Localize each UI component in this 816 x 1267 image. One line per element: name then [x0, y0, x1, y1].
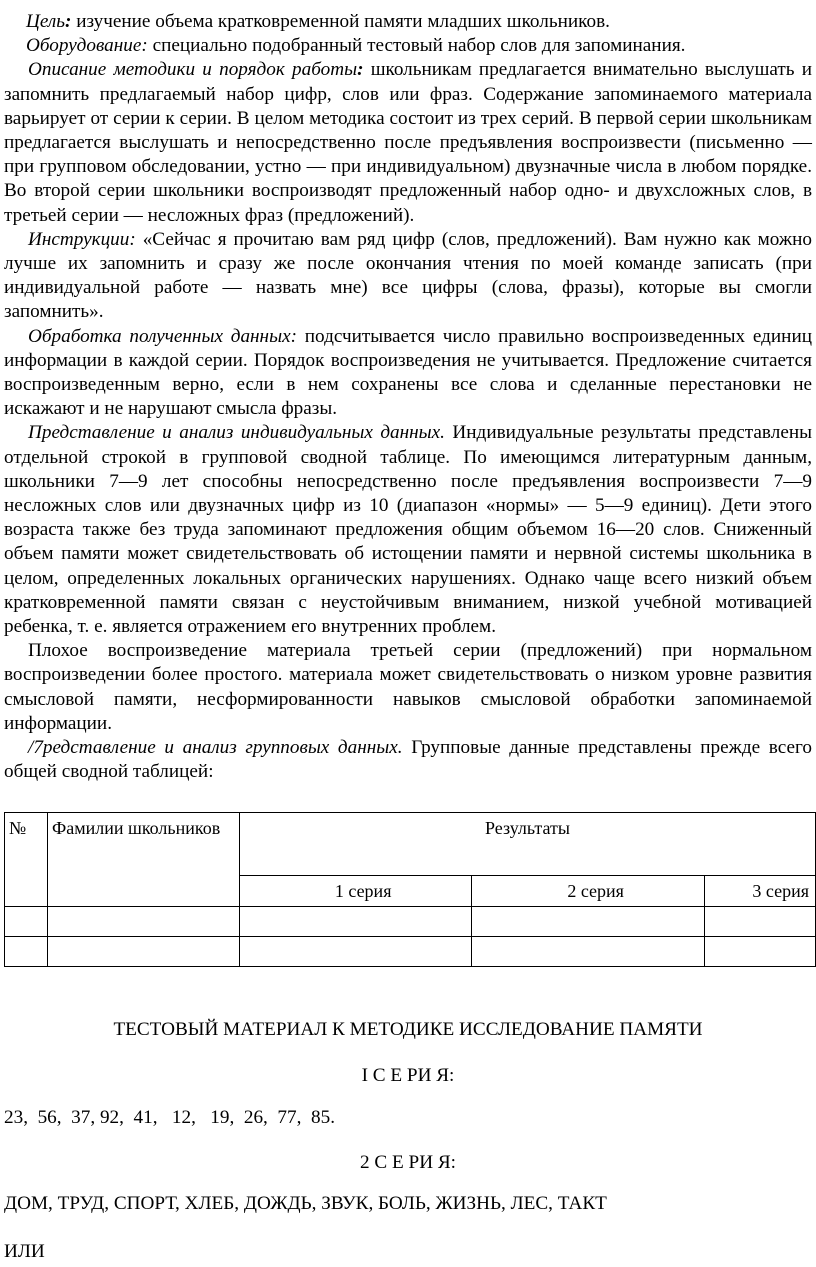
- group-text: Групповые данные представлены прежде всего общей сводной таблицей:: [4, 737, 812, 783]
- test-material-heading: ТЕСТОВЫЙ МАТЕРИАЛ К МЕТОДИКЕ ИССЛЕДОВАНИЕ ПАМЯТИ: [113, 1019, 703, 1040]
- table-cell: [48, 937, 240, 967]
- header-number: №: [5, 813, 48, 907]
- individual-paragraph: [4, 421, 812, 639]
- table-header-row: [5, 813, 816, 876]
- header-series-2: 2 серия: [472, 876, 704, 907]
- or-label: ИЛИ: [4, 1241, 45, 1262]
- individual-text: Индивидуальные результаты представлены отдельной строкой в групповой сводной таблице. По имеющимся литературным данным, школьники 7—9 лет способны непосредственно после предъявления воспроизвести 7—9 несложных слов или двузначных цифр из 10 (диапазон «нормы» — 5—9 единиц). Дети этого возраста также без труда запоминают предложения общим объемом 16—20 слов. Сниженный объем памяти может свидетельствовать об истощении памяти и нервной системы школьника в целом, определенных локальных органических нарушениях. Однако чаще всего низкий объем кратковременной памяти связан с неустойчивым вниманием, низкой учебной мотивацией ребенка, т. е. является отражением его внутренних проблем.: [4, 422, 812, 638]
- series-2-title: 2 С Е РИ Я:: [360, 1152, 456, 1173]
- equipment-paragraph: [4, 34, 812, 58]
- processing-label: Обработка полученных данных:: [28, 325, 297, 347]
- table-cell: [5, 937, 48, 967]
- goal-colon: :: [65, 11, 72, 32]
- header-series-1: 1 серия: [240, 876, 472, 907]
- document-text: [4, 10, 812, 785]
- equipment-text: специально подобранный тестовый набор слов для запоминания.: [147, 35, 686, 57]
- poor-paragraph: [4, 639, 812, 736]
- table-row: [5, 907, 816, 937]
- instructions-paragraph: [4, 228, 812, 325]
- method-colon: :: [357, 59, 364, 81]
- instructions-text: «Сейчас я прочитаю вам ряд цифр (слов, предложений). Вам нужно как можно лучше их запомнить и сразу же после окончания чтения по моей команде записать (при индивидуальной работе — назвать мне) все цифры (слова, фразы), которые вы смогли запомнить».: [4, 228, 812, 323]
- method-label: Описание методики и порядок работы: [28, 59, 358, 81]
- table-cell: [472, 937, 704, 967]
- processing-paragraph: [4, 325, 812, 422]
- table-cell: [240, 907, 472, 937]
- goal-label: Цель: [26, 11, 65, 32]
- table-cell: [48, 907, 240, 937]
- table-cell: [5, 907, 48, 937]
- group-label: /7редставление и анализ групповых данных.: [28, 737, 403, 759]
- header-names: Фамилии школьников: [48, 813, 240, 907]
- goal-paragraph: [4, 10, 812, 34]
- header-results: Результаты: [240, 813, 816, 876]
- table-cell: [472, 907, 704, 937]
- series-2-items: ДОМ, ТРУД, СПОРТ, ХЛЕБ, ДОЖДЬ, ЗВУК, БОЛЬ, ЖИЗНЬ, ЛЕС, ТАКТ: [4, 1193, 607, 1214]
- instructions-label: Инструкции:: [28, 228, 136, 250]
- method-text: школьникам предлагается внимательно выслушать и запомнить предлагаемый набор цифр, слов или фраз. Содержание запоминаемого материала варьирует от серии к серии. В целом методика состоит из трех серий. В первой серии школьникам предлагается выслушать и непосредственно после предъявления воспроизвести (письменно — при групповом обследовании, устно — при индивидуальном) двузначные числа в любом порядке. Во второй серии школьники воспроизводят предложенный набор одно- и двухсложных слов, в третьей серии — несложных фраз (предложений).: [4, 59, 812, 226]
- series-1-items: 23, 56, 37, 92, 41, 12, 19, 26, 77, 85.: [4, 1107, 335, 1128]
- table-row: [5, 937, 816, 967]
- header-series-3: 3 серия: [704, 876, 815, 907]
- table-cell: [704, 907, 815, 937]
- individual-label: Представление и анализ индивидуальных данных.: [28, 422, 445, 444]
- method-paragraph: [4, 58, 812, 227]
- goal-text: изучение объема кратковременной памяти младших школьников.: [71, 11, 610, 32]
- series-1-title: I С Е РИ Я:: [361, 1065, 455, 1086]
- processing-text: подсчитывается число правильно воспроизведенных единиц информации в каждой серии. Порядок воспроизведения не учитывается. Предложение считается воспроизведенным верно, если в нем сохранены все слова и сделанные перестановки не искажают и не нарушают смысла фразы.: [4, 325, 812, 420]
- poor-text: Плохое воспроизведение материала третьей серии (предложений) при нормальном воспроизведении более простого. материала может свидетельствовать о низком уровне развития смысловой памяти, несформированности навыков смысловой обработки запоминаемой информации.: [4, 640, 812, 734]
- summary-table: [4, 812, 816, 967]
- table-cell: [240, 937, 472, 967]
- table-cell: [704, 937, 815, 967]
- equipment-label: Оборудование:: [26, 35, 148, 57]
- group-paragraph: [4, 736, 812, 784]
